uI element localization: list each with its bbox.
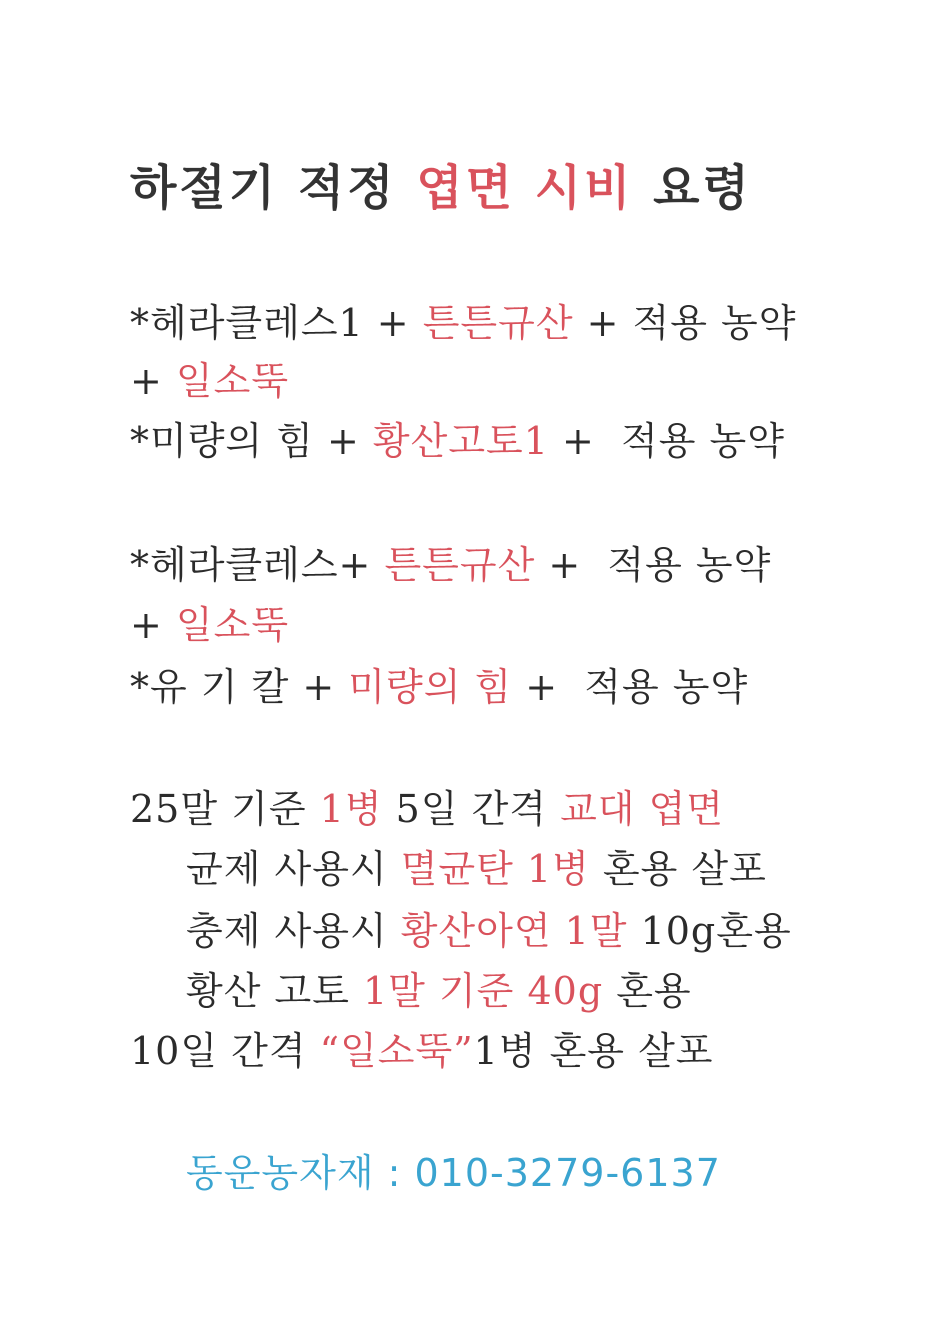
block3-line3 — [186, 908, 792, 954]
block3-line4-b-highlight: 1말 기준 40g — [363, 969, 604, 1013]
block2-line1-b-highlight: 튼튼규산 — [384, 543, 536, 587]
block3-line4-a: 황산 고토 — [186, 969, 363, 1013]
block3-line3-c: 10g혼용 — [627, 909, 792, 953]
block3-line1 — [130, 786, 724, 832]
block2-line2 — [130, 602, 289, 648]
title-part-2-highlight: 엽면 시비 — [416, 160, 634, 216]
block1-line2 — [130, 358, 289, 404]
block3-line2-a: 균제 사용시 — [186, 847, 401, 891]
block2-line1 — [130, 542, 771, 588]
block3-line1-c: 5일 간격 — [382, 787, 561, 831]
block2-line3-b-highlight: 미량의 힘 — [348, 665, 513, 709]
block3-line1-d-highlight: 교대 엽면 — [560, 787, 724, 831]
block2-line1-c: + 적용 농약 — [535, 543, 772, 587]
block2-line2-b-highlight: 일소뚝 — [175, 603, 290, 647]
block1-line3-a: *미량의 힘 + — [130, 419, 373, 463]
block3-line2-c: 혼용 살포 — [589, 847, 767, 891]
block3-line4-c: 혼용 — [603, 969, 692, 1013]
block3-line4 — [186, 968, 692, 1014]
block3-line5 — [130, 1028, 714, 1074]
block1-line3-b-highlight: 황산고토1 — [372, 419, 549, 463]
block1-line1-b-highlight: 튼튼규산 — [422, 301, 574, 345]
block2-line3-a: *유 기 칼 + — [130, 665, 349, 709]
block3-line2-b-highlight: 멸균탄 1병 — [400, 847, 590, 891]
block2-line2-a: + — [130, 603, 176, 647]
block2-line3-c: + 적용 농약 — [512, 665, 749, 709]
block2-line1-a: *헤라클레스+ — [130, 543, 385, 587]
block1-line1 — [130, 300, 796, 346]
block1-line2-a: + — [130, 359, 176, 403]
block1-line3-c: + 적용 농약 — [548, 419, 785, 463]
page-title — [130, 160, 752, 216]
contact-info: 동운농자재 : 010-3279-6137 — [186, 1151, 721, 1195]
block3-line5-a: 10일 간격 — [130, 1029, 320, 1073]
block3-line3-a: 충제 사용시 — [186, 909, 401, 953]
block3-line3-b-highlight: 황산아연 1말 — [400, 909, 628, 953]
block3-line5-c: 1병 혼용 살포 — [473, 1029, 714, 1073]
block3-line1-b-highlight: 1병 — [319, 787, 383, 831]
block1-line3 — [130, 418, 785, 464]
block3-line1-a: 25말 기준 — [130, 787, 320, 831]
block3-line2 — [186, 846, 767, 892]
title-part-3: 요령 — [633, 160, 752, 216]
block1-line2-b-highlight: 일소뚝 — [175, 359, 290, 403]
block3-line5-b-highlight: “일소뚝” — [319, 1029, 474, 1073]
title-part-1: 하절기 적정 — [130, 160, 417, 216]
block2-line3 — [130, 664, 748, 710]
block1-line1-c: + 적용 농약 — [573, 301, 797, 345]
block1-line1-a: *헤라클레스1 + — [130, 301, 423, 345]
